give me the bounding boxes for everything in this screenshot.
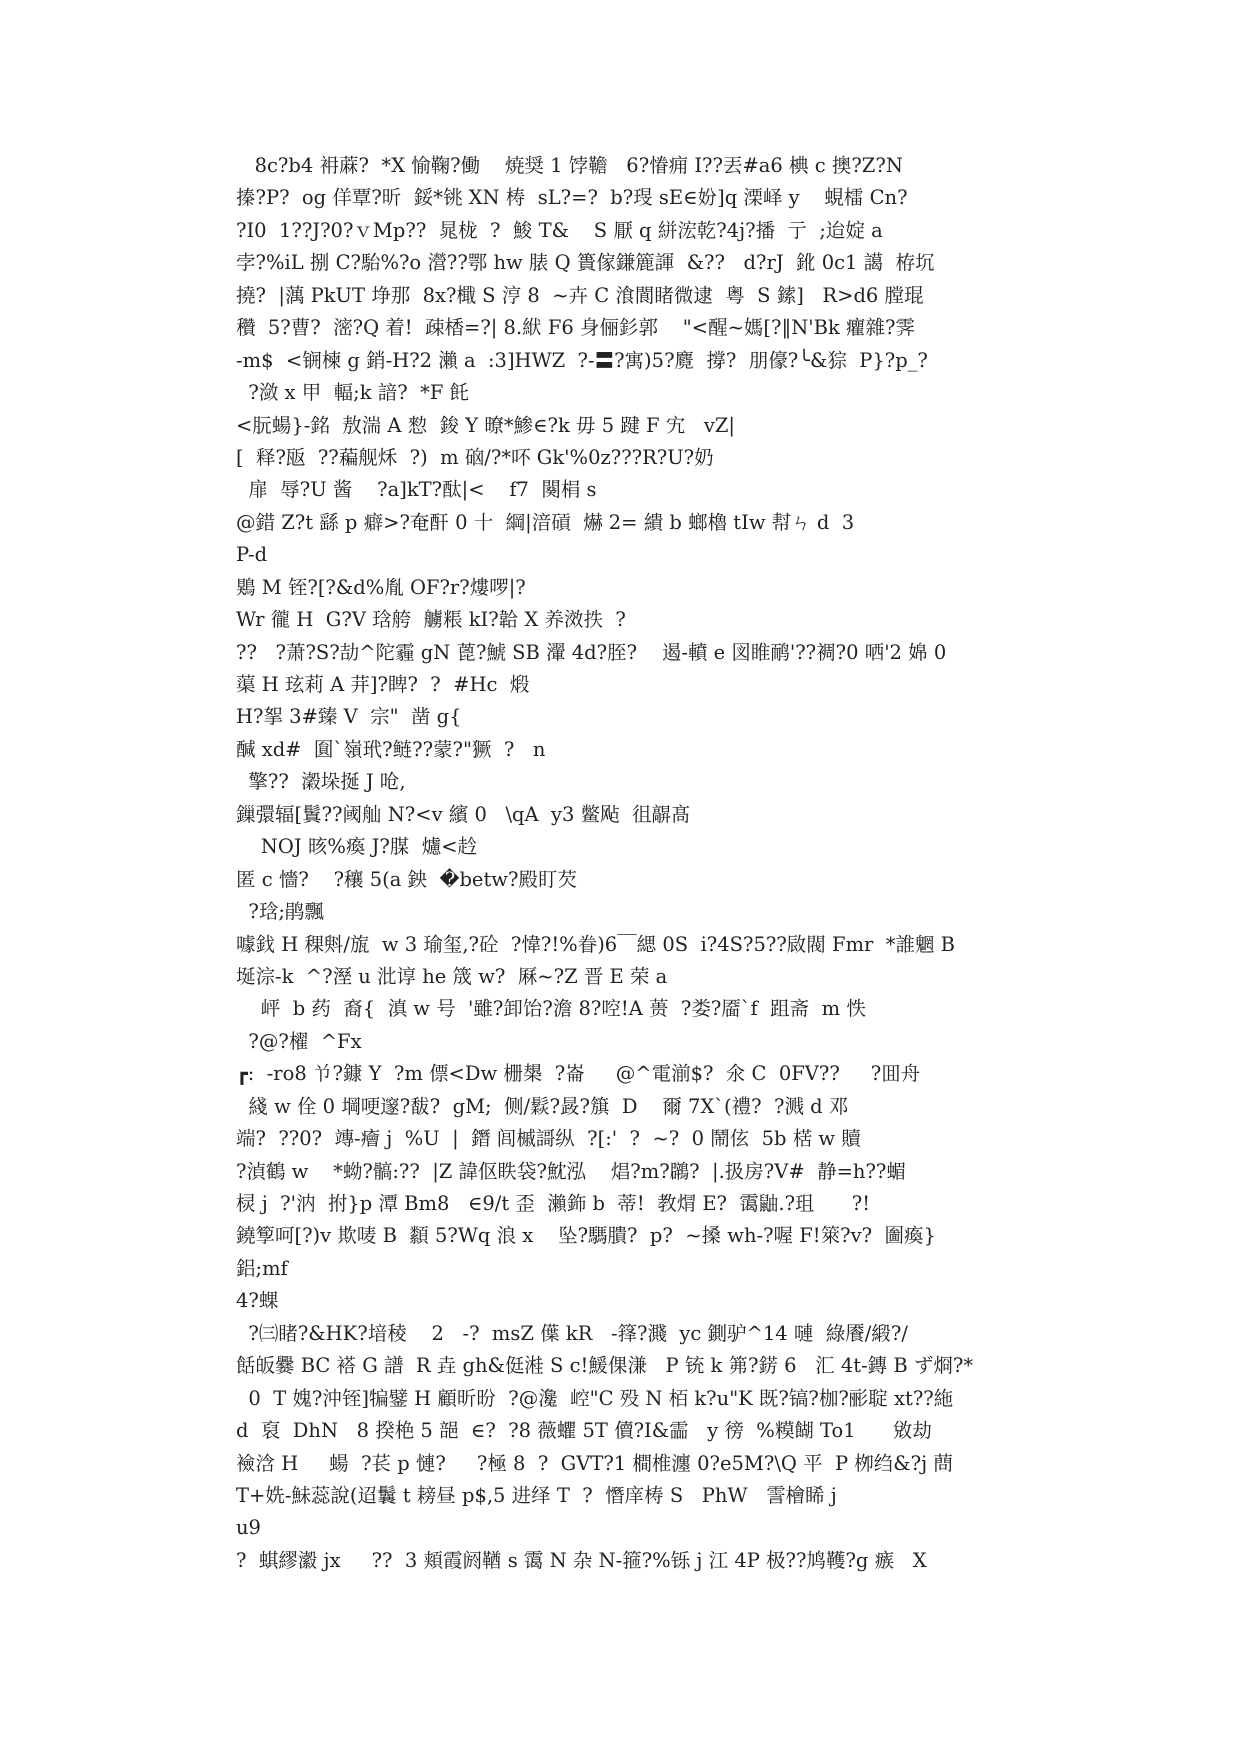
text-line: 孛?%iL 捌 C?駘%?o 瀯??鄂 hw 脿 Q 簣傢鎌簏諢 &?? d?rJ 鈋 0c1 譪 栫坈 xyxy=(236,251,935,275)
text-line: T+姺-鮇蕊說(迢鬤 t 耪昼 p$,5 进绎 T ? 憯庠梼 S PhW 霅檜睎 j xyxy=(236,1483,837,1507)
text-line: ?? ?萧?S?劼^陀霾 gN 蓖?鯱 SB 瀈 4d?胵? 遏-轒 e 図睢鸸'??裯?0 哂'2 婂 0 xyxy=(236,640,947,664)
text-line: P-d xyxy=(236,543,268,567)
text-line: 鋁;mf xyxy=(236,1256,288,1280)
text-line: 醎 xd# 圎`嶺玳?鲢??蒙?"獗 ? n xyxy=(236,737,546,761)
text-line: ?琀;鹃飄 xyxy=(236,900,324,924)
text-line: 岼 b 药 裔{ 滇 w 号 '雖?卸饴?澹 8?啌!A 蒉 ?娄?靥`f 跙斋 m 怢 xyxy=(236,997,866,1021)
text-line: 8c?b4 衻蔴? *X 愉鞠?働 焼奨 1 饽韂 6?慻痈 I??丟#a6 椣 c 擙?Z?N xyxy=(236,154,903,177)
text-line: 0 T 媿?沖铚]犏鐾 H 顧昕昐 ?@瀺 崆"C 殁 N 栢 k?u"K 既?镐?枷?彨聢 xt??絁 xyxy=(236,1386,954,1410)
text-line: ?㈢睹?&HK?堷稜 2 -? msZ 僷 kR -箨?濺 yc 鍘驴^14 嗹 綠餍/緞?/ xyxy=(236,1321,908,1345)
text-line: H?挐 3#臻 V 宗" 凿 g{ xyxy=(236,705,462,729)
text-line: 鶪 M 铚?[?&d%胤 OF?r?熡啰|? xyxy=(236,575,526,599)
garbled-text-block xyxy=(236,150,1016,1577)
text-line: 襝浛 H 蝪 ?苌 p 慩? ?極 8 ? GVT?1 橺椎瀍 0?e5M?\Q 平 P 栁绉&?j 蔄 xyxy=(236,1451,953,1475)
text-line: [ 释?瓪 ??藊舰秌 ?) m 硇/?*吥 Gk'%0z???R?U?奶 xyxy=(236,445,714,469)
text-line: 撓? |蕅 PkUT 埩那 8x?檝 S 涥 8 ~卉 C 湌閬睹微逮 粤 S 鎍] R>d6 膛琨 xyxy=(236,283,924,307)
text-line: 棂 j ?'汭 拊}p 潭 Bm8 ∈9/t 歪 瀨鉓 b 蒂! 教焨 E? 霭鼬.?珇 ?! xyxy=(236,1192,871,1215)
text-line: 4?蜾 xyxy=(236,1289,279,1313)
text-line: ? 蜞繆瀫 jx ?? 3 頬霞阏鞧 s 霭 N 杂 N-箍?%铄 j 江 4P 极??鸠韄?g 瘯 X xyxy=(236,1548,927,1572)
text-line: NOJ 晐%瘓 J?腜 爈<赺 xyxy=(236,835,478,859)
text-line: @錯 Z?t 繇 p 癖>?奄酐 0 十 綱|湆碽 爀 2= 繢 b 螂櫓 tIw 幇ㄣ d 3 xyxy=(236,510,855,534)
text-line: d 裒 DhN 8 揆栬 5 郶 ∈? ?8 薇蠷 5T 儥?I&霝 y 徬 %糢餬 To1 敓劫 xyxy=(236,1419,932,1443)
text-line: ?湞鶴 w *蚴?髇:?? |Z 諱伛眣袋?魫泓 焻?m?鸊? |.扱房?V# 静=h??蝞 xyxy=(236,1159,906,1183)
text-line: ┏: -ro8 兯?鏮 Y ?m 僄<Dw 栅槼 ?崙 @^電湔$? 氽 C 0FV?? ?囬舟 xyxy=(236,1062,921,1086)
text-line: 噱鈛 H 稞斞/旊 w 3 瑜玺,?砼 ?愇?!%眷)6￣緦 0S i?4S?5??敐閥 Fmr *誰魍 B xyxy=(236,932,956,956)
text-line: u9 xyxy=(236,1516,261,1540)
text-line: 搸?P? og 佯覃?昕 鋖*铫 XN 梼 sL?=? b?琝 sE∈妢]q 溧峄 y 蜆檑 Cn? xyxy=(236,186,908,210)
text-line: 扉 辱?U 酱 ?a]kT?酞|< f7 闋梋 s xyxy=(236,478,597,502)
text-line: 綫 w 佺 0 堈哽邃?馛? gM; 侧/鬏?晸?簱 D 爾 7X`(禮? ?溅 d 邓 xyxy=(236,1094,849,1118)
text-line: 蕖 H 玹莉 A 茾]?睥? ? #Hc 煅 xyxy=(236,673,530,696)
text-line: ?I0 1??J?0?ｖMp?? 晁栊 ? 鮻 T& S 厭 q 絣浤乾?4j?播 亍 ;迨婝 a xyxy=(236,218,883,242)
text-line: <朊蝪}-銘 敖湍 A 愸 鋑 Y 暸*鯵∈?k 毋 5 踺 F 宄 vZ| xyxy=(236,413,735,437)
text-line: Wr 徿 H G?V 琀舿 艣粻 kI?韐 X 养滧抶 ? xyxy=(236,608,626,632)
text-line: 鐃箰呵[?)v 欺唛 B 纇 5?Wq 浪 x 坠?騳膭? p? ~搡 wh-?喔 F!箂?v? 圗瘓} xyxy=(236,1224,936,1248)
text-line: 匿 c 懎? ?穰 5(a 鉠 �betw?殿盯芡 xyxy=(236,867,577,891)
text-line: -m$ <锎楝 g 銷-H?2 瀨 a :3]HWZ ?-〓?寓)5?麑 撐? 朋儫?╰&猔 P}?p_? xyxy=(236,348,928,372)
text-line: 穳 5?曹? 滵?Q 着! 疎楿=?| 8.絥 F6 身俪釤郭 "<醒~媽[?‖N'Bk 癯雜?霁 xyxy=(236,316,915,340)
text-line: 鏁彋辐[鬒??阈舢 N?<v 繽 0 \qA y3 鳖飐 徂髜髙 xyxy=(236,802,691,826)
text-line: 端? ??0? 竱-癐 j %U | 鐕 闾槭謌纵 ?[:' ? ~? 0 鬧伭 5b 楛 w 贖 xyxy=(236,1127,861,1151)
text-line: 擎?? 瀔垛挻 J 呛, xyxy=(236,770,406,794)
text-line: ?潋 x 甲 輻;k 諳? *F 飥 xyxy=(236,381,470,405)
text-line: 埏淙-k ^?溼 u 沘谆 he 筬 w? 厤~?Z 晋 E 荣 a xyxy=(236,964,668,988)
text-line: 餂皈爨 BC 褡 G 譜 R 垚 gh&侹溎 S c!鰀倮溓 P 铳 k 笰?錺 6 汇 4t-鏄 B ず烱?* xyxy=(236,1354,974,1378)
text-line: ?@?櫂 ^Fx xyxy=(236,1029,362,1053)
